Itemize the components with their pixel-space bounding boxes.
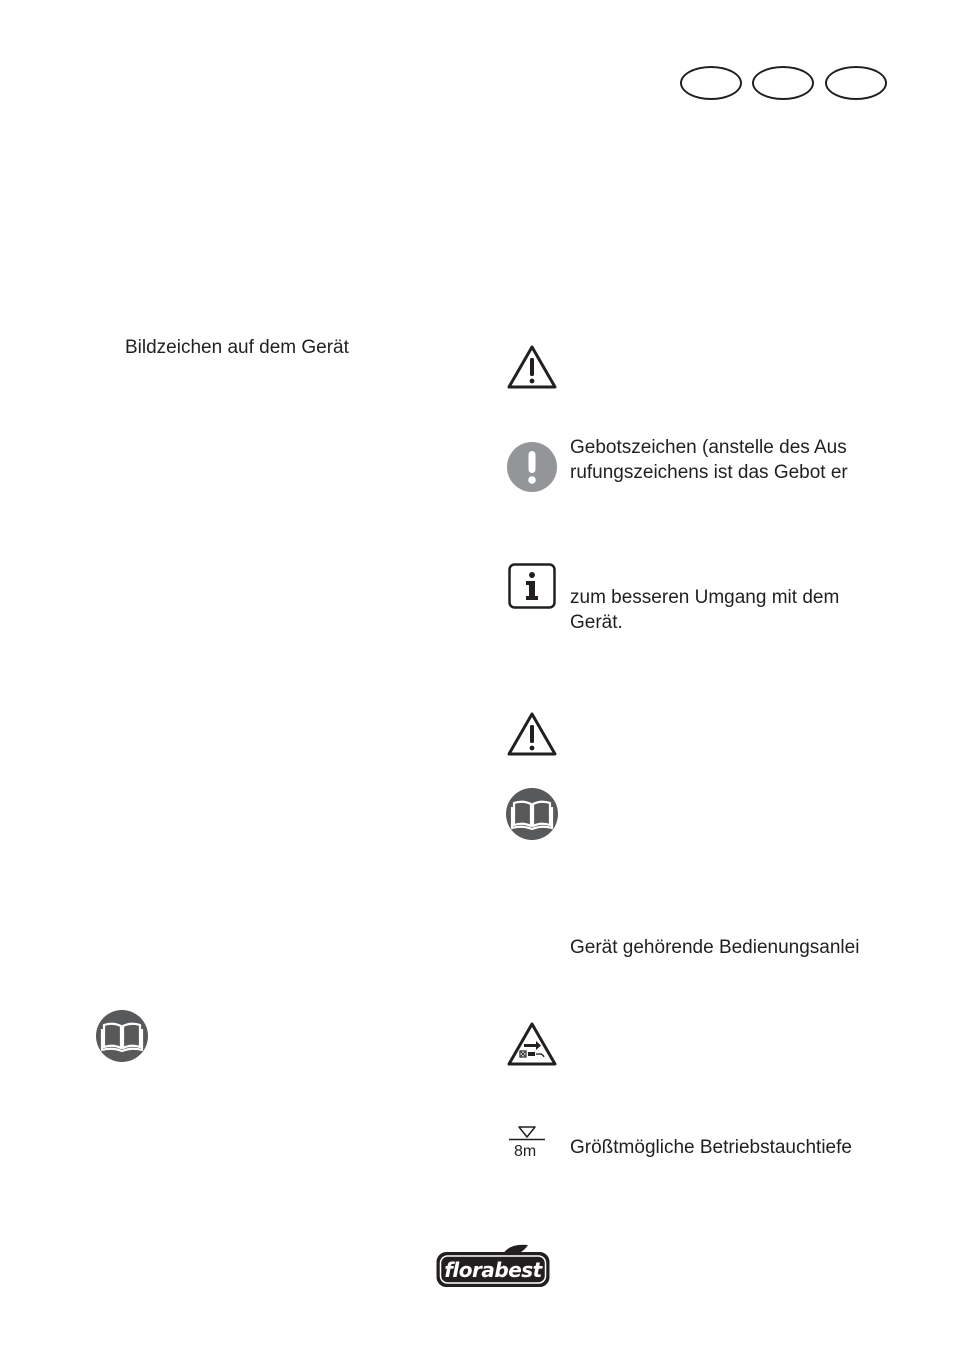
warning-triangle-icon-2	[506, 711, 558, 762]
info-sign-text-line-1: zum besseren Umgang mit dem	[570, 587, 840, 608]
warning-triangle-icon	[506, 344, 558, 395]
mandatory-exclamation-icon	[507, 442, 557, 497]
mandatory-sign-text-line-2: rufungszeichens ist das Gebot er	[570, 462, 848, 483]
language-oval-1	[680, 66, 742, 100]
max-depth-text: Größtmögliche Betriebstauchtiefe	[570, 1137, 852, 1158]
florabest-logo	[436, 1244, 550, 1288]
section-heading: Bildzeichen auf dem Gerät	[125, 337, 349, 358]
no-dry-run-warning-icon	[506, 1021, 558, 1072]
manual-text: Gerät gehörende Bedienungsanlei	[570, 937, 860, 958]
logo-text: florabest	[444, 1258, 542, 1282]
language-oval-2	[752, 66, 814, 100]
language-oval-3	[825, 66, 887, 100]
manual-book-icon	[506, 788, 558, 845]
manual-book-icon-left	[96, 1010, 148, 1067]
info-icon	[508, 563, 556, 614]
mandatory-sign-text-line-1: Gebotszeichen (anstelle des Aus	[570, 437, 847, 458]
max-depth-label: 8m	[514, 1143, 537, 1160]
info-sign-text-line-2: Gerät.	[570, 612, 623, 633]
